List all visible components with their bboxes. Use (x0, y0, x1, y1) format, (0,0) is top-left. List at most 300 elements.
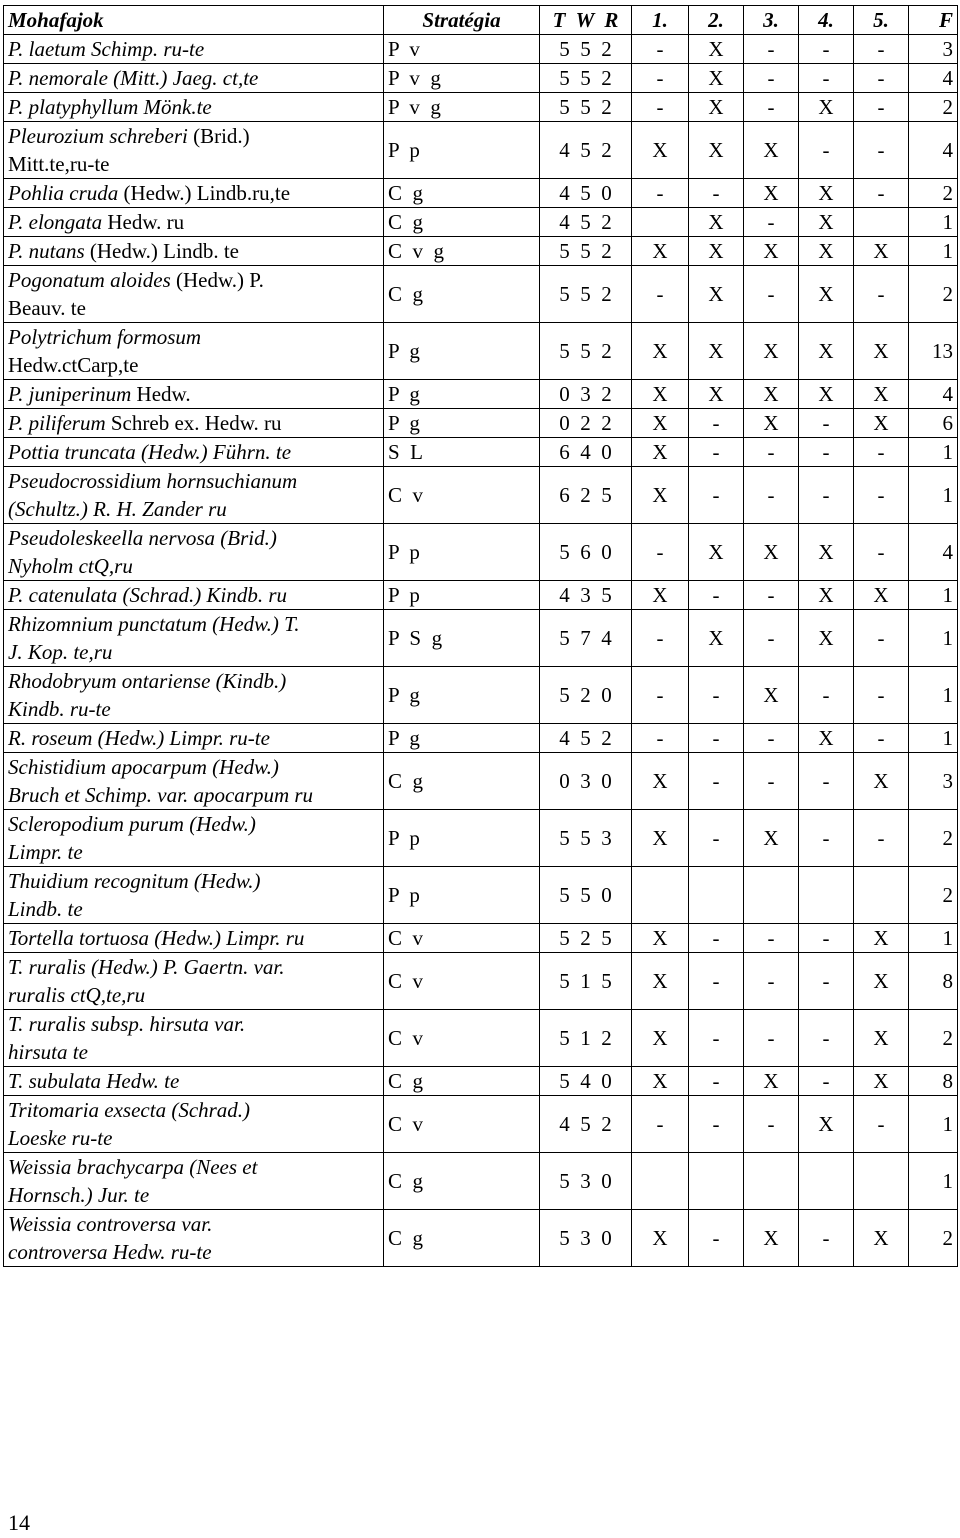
frequency-cell: 1 (909, 237, 958, 266)
frequency-cell: 1 (909, 581, 958, 610)
twr-cell: 5 5 0 (540, 867, 632, 924)
twr-cell: 4 5 2 (540, 1096, 632, 1153)
strategy-cell: P g (384, 409, 540, 438)
site-2-cell: - (689, 953, 744, 1010)
site-3-cell (744, 867, 799, 924)
site-1-cell: - (632, 667, 689, 724)
strategy-cell: C g (384, 753, 540, 810)
species-name-segment: (Hedw.) P. (170, 268, 264, 292)
site-1-cell: X (632, 438, 689, 467)
species-name-line (8, 1096, 379, 1124)
table-row (4, 953, 958, 1010)
strategy-cell: P p (384, 581, 540, 610)
species-name-cell (4, 753, 384, 810)
frequency-cell: 1 (909, 208, 958, 237)
frequency-cell: 2 (909, 1010, 958, 1067)
site-3-cell: - (744, 208, 799, 237)
species-name-line (8, 581, 379, 609)
species-name-line (8, 1067, 379, 1095)
site-3-cell: X (744, 323, 799, 380)
site-5-cell: - (854, 467, 909, 524)
species-name-segment: P. catenulata (Schrad.) Kindb. ru (8, 583, 288, 607)
twr-cell: 5 6 0 (540, 524, 632, 581)
strategy-cell: C v (384, 953, 540, 1010)
frequency-cell: 4 (909, 122, 958, 179)
species-name-line (8, 724, 379, 752)
header-cell: 3. (744, 6, 799, 35)
site-1-cell (632, 208, 689, 237)
site-5-cell: - (854, 93, 909, 122)
species-name-cell (4, 323, 384, 380)
twr-cell: 4 3 5 (540, 581, 632, 610)
species-name-segment: Beauv. te (8, 296, 86, 320)
species-name-cell (4, 724, 384, 753)
twr-cell: 5 5 2 (540, 93, 632, 122)
header-cell: 2. (689, 6, 744, 35)
site-3-cell: - (744, 35, 799, 64)
site-3-cell (744, 1153, 799, 1210)
frequency-cell: 3 (909, 753, 958, 810)
species-name-segment: controversa Hedw. ru-te (8, 1240, 212, 1264)
twr-cell: 5 7 4 (540, 610, 632, 667)
species-name-segment: Hornsch.) Jur. te (8, 1183, 150, 1207)
strategy-cell: C g (384, 179, 540, 208)
site-1-cell: - (632, 266, 689, 323)
species-name-line (8, 610, 379, 638)
table-row (4, 753, 958, 810)
species-name-segment: P. laetum Schimp. ru-te (8, 37, 205, 61)
species-name-cell (4, 1010, 384, 1067)
site-1-cell: X (632, 122, 689, 179)
site-4-cell: - (799, 438, 854, 467)
strategy-cell: P v g (384, 93, 540, 122)
species-name-segment: (Hedw.) Lindb. te (84, 239, 239, 263)
site-2-cell: - (689, 753, 744, 810)
site-4-cell (799, 867, 854, 924)
strategy-cell: C v (384, 467, 540, 524)
strategy-cell: C v (384, 924, 540, 953)
site-4-cell: X (799, 208, 854, 237)
frequency-cell: 4 (909, 524, 958, 581)
species-name-segment: (Brid.) (187, 124, 250, 148)
site-5-cell: X (854, 1210, 909, 1267)
species-name-line (8, 237, 379, 265)
species-name-segment: Mitt.te,ru-te (8, 152, 110, 176)
twr-cell: 6 4 0 (540, 438, 632, 467)
species-name-line (8, 1010, 379, 1038)
species-name-segment: Tortella tortuosa (Hedw.) Limpr. ru (8, 926, 305, 950)
site-1-cell: X (632, 467, 689, 524)
site-4-cell: X (799, 237, 854, 266)
species-name-segment: (Hedw.) Lindb.ru,te (118, 181, 291, 205)
species-name-segment: Schistidium apocarpum (Hedw.) (8, 755, 279, 779)
site-4-cell: X (799, 266, 854, 323)
site-2-cell: - (689, 667, 744, 724)
site-1-cell: - (632, 64, 689, 93)
header-cell: 5. (854, 6, 909, 35)
site-2-cell: X (689, 208, 744, 237)
species-name-line (8, 150, 379, 178)
site-4-cell: - (799, 1210, 854, 1267)
site-2-cell: - (689, 581, 744, 610)
table-row (4, 179, 958, 208)
table-row (4, 208, 958, 237)
species-name-line (8, 1124, 379, 1152)
site-5-cell: - (854, 810, 909, 867)
site-5-cell: - (854, 667, 909, 724)
frequency-cell: 1 (909, 724, 958, 753)
species-name-segment: (Schultz.) R. H. Zander ru (8, 497, 227, 521)
site-2-cell: - (689, 810, 744, 867)
site-4-cell (799, 1153, 854, 1210)
species-name-line (8, 380, 379, 408)
table-row (4, 1067, 958, 1096)
twr-cell: 5 5 2 (540, 35, 632, 64)
site-5-cell: X (854, 409, 909, 438)
strategy-cell: P v (384, 35, 540, 64)
table-row (4, 64, 958, 93)
table-row (4, 724, 958, 753)
site-5-cell: - (854, 179, 909, 208)
species-name-cell (4, 64, 384, 93)
species-name-segment: Bruch et Schimp. var. apocarpum ru (8, 783, 314, 807)
site-4-cell: - (799, 35, 854, 64)
site-1-cell: X (632, 581, 689, 610)
page-number: 14 (8, 1510, 30, 1535)
site-1-cell: X (632, 810, 689, 867)
species-name-cell (4, 237, 384, 266)
site-3-cell: X (744, 179, 799, 208)
site-5-cell: - (854, 64, 909, 93)
site-4-cell: - (799, 64, 854, 93)
site-2-cell: X (689, 122, 744, 179)
species-name-line (8, 1153, 379, 1181)
twr-cell: 5 3 0 (540, 1153, 632, 1210)
species-name-cell (4, 953, 384, 1010)
site-2-cell: X (689, 237, 744, 266)
species-name-segment: Pottia truncata (Hedw.) Führn. te (8, 440, 292, 464)
table-row (4, 237, 958, 266)
strategy-cell: P p (384, 122, 540, 179)
site-5-cell (854, 1153, 909, 1210)
species-name-segment: P. nemorale (Mitt.) Jaeg. ct,te (8, 66, 259, 90)
site-4-cell: X (799, 581, 854, 610)
frequency-cell: 3 (909, 35, 958, 64)
species-name-line (8, 438, 379, 466)
frequency-cell: 1 (909, 467, 958, 524)
species-name-line (8, 695, 379, 723)
twr-cell: 5 5 2 (540, 237, 632, 266)
site-3-cell: X (744, 524, 799, 581)
species-name-segment: Lindb. te (8, 897, 83, 921)
site-3-cell: - (744, 610, 799, 667)
table-row (4, 438, 958, 467)
site-3-cell: - (744, 753, 799, 810)
strategy-cell: P S g (384, 610, 540, 667)
site-4-cell: X (799, 1096, 854, 1153)
species-name-segment: R. roseum (Hedw.) Limpr. ru-te (8, 726, 270, 750)
site-3-cell: - (744, 438, 799, 467)
site-4-cell: X (799, 380, 854, 409)
site-3-cell: - (744, 581, 799, 610)
species-name-line (8, 867, 379, 895)
species-name-segment: Schreb ex. Hedw. ru (105, 411, 282, 435)
species-name-line (8, 323, 379, 351)
frequency-cell: 13 (909, 323, 958, 380)
site-1-cell: - (632, 724, 689, 753)
species-name-line (8, 208, 379, 236)
table-row (4, 323, 958, 380)
species-name-cell (4, 208, 384, 237)
site-2-cell: X (689, 610, 744, 667)
site-5-cell: X (854, 581, 909, 610)
site-2-cell: X (689, 524, 744, 581)
species-name-line (8, 294, 379, 322)
site-3-cell: - (744, 924, 799, 953)
species-name-segment: ruralis ctQ,te,ru (8, 983, 146, 1007)
species-name-cell (4, 1067, 384, 1096)
species-name-line (8, 810, 379, 838)
species-name-cell (4, 1096, 384, 1153)
species-name-cell (4, 1210, 384, 1267)
site-3-cell: - (744, 64, 799, 93)
site-5-cell: X (854, 323, 909, 380)
site-3-cell: X (744, 667, 799, 724)
site-3-cell: X (744, 1210, 799, 1267)
header-cell: F (909, 6, 958, 35)
species-name-line (8, 667, 379, 695)
strategy-cell: P p (384, 810, 540, 867)
species-name-segment: Polytrichum formosum (8, 325, 202, 349)
species-name-line (8, 35, 379, 63)
species-name-cell (4, 867, 384, 924)
site-1-cell (632, 1153, 689, 1210)
site-2-cell (689, 1153, 744, 1210)
site-3-cell: - (744, 266, 799, 323)
frequency-cell: 8 (909, 1067, 958, 1096)
species-name-line (8, 1210, 379, 1238)
header-row (4, 6, 958, 35)
site-5-cell: X (854, 237, 909, 266)
table-row (4, 867, 958, 924)
site-4-cell: - (799, 1067, 854, 1096)
site-1-cell: - (632, 610, 689, 667)
twr-cell: 5 5 2 (540, 323, 632, 380)
species-name-cell (4, 924, 384, 953)
species-name-cell (4, 409, 384, 438)
species-name-line (8, 638, 379, 666)
table-row (4, 1096, 958, 1153)
twr-cell: 4 5 2 (540, 122, 632, 179)
species-name-line (8, 524, 379, 552)
site-4-cell: - (799, 1010, 854, 1067)
twr-cell: 0 3 2 (540, 380, 632, 409)
site-3-cell: X (744, 1067, 799, 1096)
species-name-segment: Limpr. te (8, 840, 83, 864)
frequency-cell: 8 (909, 953, 958, 1010)
site-1-cell: X (632, 237, 689, 266)
twr-cell: 5 2 5 (540, 924, 632, 953)
site-3-cell: - (744, 1096, 799, 1153)
site-2-cell: X (689, 93, 744, 122)
frequency-cell: 1 (909, 1096, 958, 1153)
site-3-cell: X (744, 122, 799, 179)
frequency-cell: 1 (909, 924, 958, 953)
species-name-cell (4, 667, 384, 724)
twr-cell: 5 1 5 (540, 953, 632, 1010)
site-2-cell: - (689, 1067, 744, 1096)
header-cell: T W R (540, 6, 632, 35)
frequency-cell: 1 (909, 610, 958, 667)
strategy-cell: P g (384, 724, 540, 753)
species-name-line (8, 924, 379, 952)
species-name-segment: Pseudoleskeella nervosa (Brid.) (8, 526, 277, 550)
species-name-line (8, 753, 379, 781)
site-2-cell: - (689, 438, 744, 467)
site-2-cell: - (689, 467, 744, 524)
species-name-segment: Hedw. (131, 382, 191, 406)
strategy-cell: C v (384, 1010, 540, 1067)
table-row (4, 524, 958, 581)
species-name-segment: Tritomaria exsecta (Schrad.) (8, 1098, 251, 1122)
species-name-segment: Rhodobryum ontariense (Kindb.) (8, 669, 287, 693)
site-4-cell: X (799, 179, 854, 208)
table-row (4, 122, 958, 179)
site-5-cell: - (854, 610, 909, 667)
species-name-cell (4, 581, 384, 610)
species-name-segment: P. piliferum (8, 411, 106, 435)
frequency-cell: 6 (909, 409, 958, 438)
site-1-cell (632, 867, 689, 924)
site-3-cell: - (744, 467, 799, 524)
site-3-cell: - (744, 724, 799, 753)
twr-cell: 5 5 3 (540, 810, 632, 867)
species-name-segment: Kindb. ru-te (8, 697, 111, 721)
site-5-cell (854, 867, 909, 924)
site-1-cell: X (632, 323, 689, 380)
site-4-cell: - (799, 667, 854, 724)
site-1-cell: X (632, 1067, 689, 1096)
species-name-line (8, 781, 379, 809)
species-name-segment: P. nutans (8, 239, 85, 263)
site-4-cell: - (799, 409, 854, 438)
site-1-cell: - (632, 35, 689, 64)
twr-cell: 4 5 2 (540, 208, 632, 237)
frequency-cell: 2 (909, 93, 958, 122)
site-1-cell: - (632, 524, 689, 581)
frequency-cell: 1 (909, 667, 958, 724)
site-4-cell: - (799, 810, 854, 867)
frequency-cell: 4 (909, 380, 958, 409)
species-name-cell (4, 266, 384, 323)
species-name-cell (4, 810, 384, 867)
strategy-cell: C g (384, 266, 540, 323)
site-1-cell: - (632, 179, 689, 208)
site-4-cell: X (799, 524, 854, 581)
twr-cell: 5 1 2 (540, 1010, 632, 1067)
species-name-cell (4, 380, 384, 409)
species-name-line (8, 552, 379, 580)
strategy-cell: C g (384, 1210, 540, 1267)
frequency-cell: 2 (909, 179, 958, 208)
site-2-cell: X (689, 64, 744, 93)
site-2-cell: X (689, 266, 744, 323)
table-row (4, 93, 958, 122)
site-5-cell: X (854, 380, 909, 409)
header-cell: Mohafajok (4, 6, 384, 35)
site-2-cell: - (689, 1210, 744, 1267)
species-name-line (8, 953, 379, 981)
species-name-cell (4, 122, 384, 179)
species-name-line (8, 1238, 379, 1266)
site-4-cell: - (799, 753, 854, 810)
twr-cell: 0 2 2 (540, 409, 632, 438)
site-4-cell: - (799, 122, 854, 179)
strategy-cell: S L (384, 438, 540, 467)
twr-cell: 6 2 5 (540, 467, 632, 524)
species-name-line (8, 838, 379, 866)
site-2-cell: - (689, 924, 744, 953)
species-name-segment: Hedw.ctCarp,te (8, 353, 139, 377)
table-row (4, 667, 958, 724)
header-cell: Stratégia (384, 6, 540, 35)
species-name-cell (4, 524, 384, 581)
site-2-cell: - (689, 409, 744, 438)
species-name-line (8, 122, 379, 150)
frequency-cell: 2 (909, 810, 958, 867)
species-name-line (8, 981, 379, 1009)
table-row (4, 581, 958, 610)
site-2-cell (689, 867, 744, 924)
twr-cell: 4 5 2 (540, 724, 632, 753)
site-4-cell: - (799, 924, 854, 953)
table-row (4, 610, 958, 667)
species-name-line (8, 495, 379, 523)
twr-cell: 0 3 0 (540, 753, 632, 810)
twr-cell: 5 2 0 (540, 667, 632, 724)
site-1-cell: X (632, 1210, 689, 1267)
site-5-cell: - (854, 724, 909, 753)
table-body (4, 35, 958, 1267)
species-name-cell (4, 467, 384, 524)
site-2-cell: X (689, 323, 744, 380)
species-name-segment: Hedw. ru (102, 210, 185, 234)
site-3-cell: X (744, 409, 799, 438)
site-1-cell: X (632, 753, 689, 810)
header-cell: 4. (799, 6, 854, 35)
species-name-segment: Weissia brachycarpa (Nees et (8, 1155, 258, 1179)
site-3-cell: - (744, 1010, 799, 1067)
species-name-line (8, 266, 379, 294)
frequency-cell: 2 (909, 266, 958, 323)
species-name-segment: Loeske ru-te (8, 1126, 113, 1150)
twr-cell: 5 4 0 (540, 1067, 632, 1096)
twr-cell: 5 5 2 (540, 266, 632, 323)
site-5-cell: X (854, 953, 909, 1010)
strategy-cell: P g (384, 667, 540, 724)
species-name-cell (4, 1153, 384, 1210)
species-name-segment: Pogonatum aloides (8, 268, 171, 292)
site-1-cell: X (632, 380, 689, 409)
site-4-cell: X (799, 724, 854, 753)
table-row (4, 266, 958, 323)
site-3-cell: X (744, 237, 799, 266)
strategy-cell: P p (384, 867, 540, 924)
species-name-cell (4, 438, 384, 467)
species-name-segment: T. ruralis (Hedw.) P. Gaertn. var. (8, 955, 285, 979)
species-name-line (8, 93, 379, 121)
site-2-cell: - (689, 1096, 744, 1153)
